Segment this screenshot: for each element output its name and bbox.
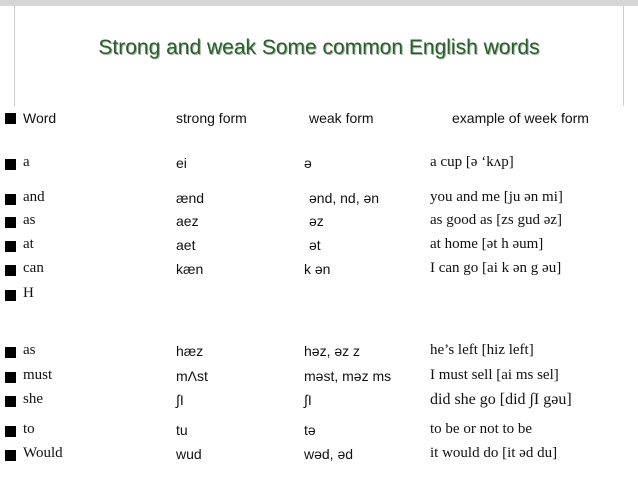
table-row: [0, 212, 638, 234]
row-example: I must sell [ai ms sel]: [430, 367, 559, 383]
square-bullet-icon: [5, 241, 16, 252]
table-row: [0, 260, 638, 282]
table-row: [0, 445, 638, 467]
table-row: [0, 236, 638, 258]
row-strong: aet: [176, 237, 196, 253]
table-row: [0, 154, 638, 176]
row-word: at: [23, 236, 34, 252]
square-bullet-icon: [5, 194, 16, 205]
table-row: [0, 342, 638, 364]
row-word: Would: [23, 445, 63, 461]
row-example: you and me [ju ən mi]: [430, 189, 563, 205]
table-row: [0, 421, 638, 443]
square-bullet-icon: [5, 347, 16, 358]
row-weak: tə: [304, 422, 316, 438]
row-word: she: [23, 391, 43, 407]
square-bullet-icon: [5, 265, 16, 276]
row-weak: ə: [304, 155, 312, 171]
header-example: example of week form: [452, 110, 589, 126]
row-word: as: [23, 212, 36, 228]
header-weak-form: weak form: [309, 110, 374, 126]
row-word: can: [23, 260, 44, 276]
square-bullet-icon: [5, 372, 16, 383]
square-bullet-icon: [5, 396, 16, 407]
row-strong: tu: [176, 422, 188, 438]
row-weak: ət: [309, 237, 321, 253]
square-bullet-icon: [5, 426, 16, 437]
slide-title: Strong and weak Some common English words: [98, 36, 540, 59]
row-strong: hæz: [176, 343, 204, 359]
row-strong: mΛst: [176, 368, 208, 384]
row-weak: ənd, nd, ən: [309, 190, 380, 206]
table-row: [0, 391, 638, 413]
header-strong-form: strong form: [176, 110, 247, 126]
square-bullet-icon: [5, 450, 16, 461]
row-weak: k ən: [304, 261, 331, 277]
row-example: did she go [did ∫I gəu]: [430, 391, 572, 408]
header-row: [0, 108, 638, 130]
row-weak: wəd, əd: [304, 446, 354, 462]
table-row: [0, 189, 638, 211]
row-weak: ∫I: [304, 392, 312, 408]
row-word: must: [23, 367, 53, 383]
row-example: a cup [ə ‘kʌp]: [430, 154, 514, 170]
row-weak: əz: [309, 213, 324, 229]
row-word: and: [23, 189, 45, 205]
row-word: H: [23, 285, 34, 301]
row-strong: aez: [176, 213, 199, 229]
row-weak: həz, əz z: [304, 343, 361, 359]
row-word: a: [23, 154, 30, 170]
row-strong: wud: [176, 446, 202, 462]
row-example: he’s left [hiz left]: [430, 342, 534, 358]
row-strong: ei: [176, 155, 187, 171]
row-strong: kæn: [176, 261, 204, 277]
table-row: [0, 285, 638, 307]
row-word: to: [23, 421, 35, 437]
square-bullet-icon: [5, 217, 16, 228]
header-word: Word: [23, 110, 57, 126]
table-row: [0, 367, 638, 389]
row-example: to be or not to be: [430, 421, 533, 437]
row-strong: ænd: [176, 190, 205, 206]
square-bullet-icon: [5, 113, 16, 124]
row-example: as good as [zs gud əz]: [430, 212, 563, 228]
row-weak: məst, məz ms: [304, 368, 392, 384]
square-bullet-icon: [5, 290, 16, 301]
square-bullet-icon: [5, 159, 16, 170]
row-example: at home [ət h əum]: [430, 236, 544, 252]
top-border: [0, 0, 638, 6]
row-word: as: [23, 342, 36, 358]
row-strong: ∫I: [176, 392, 184, 408]
row-example: it would do [it əd du]: [430, 445, 558, 461]
row-example: I can go [ai k ən g əu]: [430, 260, 562, 276]
